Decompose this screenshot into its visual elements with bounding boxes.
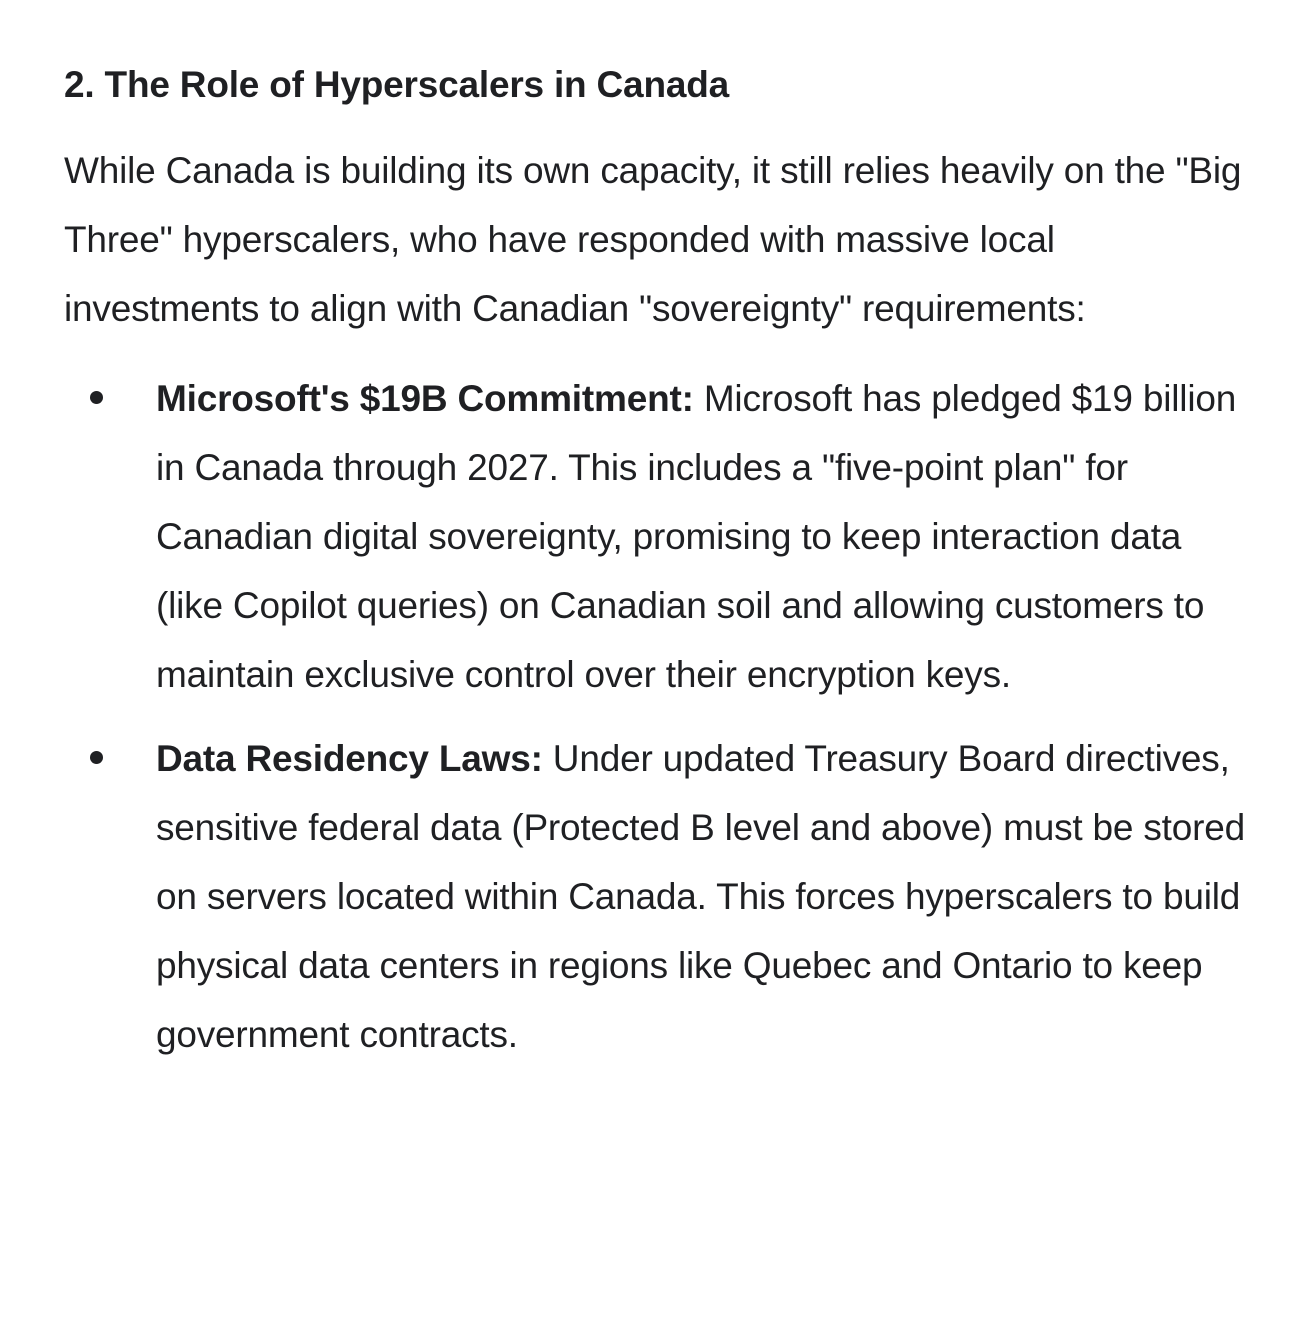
list-item-label: Microsoft's $19B Commitment: — [156, 378, 694, 419]
list-item-label: Data Residency Laws: — [156, 738, 543, 779]
list-item-text: Under updated Treasury Board directives, sensitive federal data (Protected B level and above) must be stored on servers located within Canada. This forces hyperscalers to build physical data centers in regions like Quebec and Ontario to keep government contracts. — [156, 738, 1245, 1055]
intro-paragraph: While Canada is building its own capacity, it still relies heavily on the "Big Three" hyperscalers, who have responded with massive local investments to align with Canadian "sovereignty" requirements: — [64, 150, 1242, 329]
list-item-content — [156, 364, 1257, 709]
list-item-text: Microsoft has pledged $19 billion in Canada through 2027. This includes a "five-point plan" for Canadian digital sovereignty, promising to keep interaction data (like Copilot queries) on Canadian soil and allowing customers to maintain exclusive control over their encryption keys. — [156, 378, 1237, 695]
list-item-content — [156, 724, 1257, 1069]
bullet-icon — [90, 751, 103, 764]
bullet-icon — [90, 391, 103, 404]
list-item — [64, 724, 1257, 1069]
section-heading: 2. The Role of Hyperscalers in Canada — [64, 64, 729, 105]
list-item — [64, 364, 1257, 709]
bullet-list — [64, 364, 1257, 1069]
